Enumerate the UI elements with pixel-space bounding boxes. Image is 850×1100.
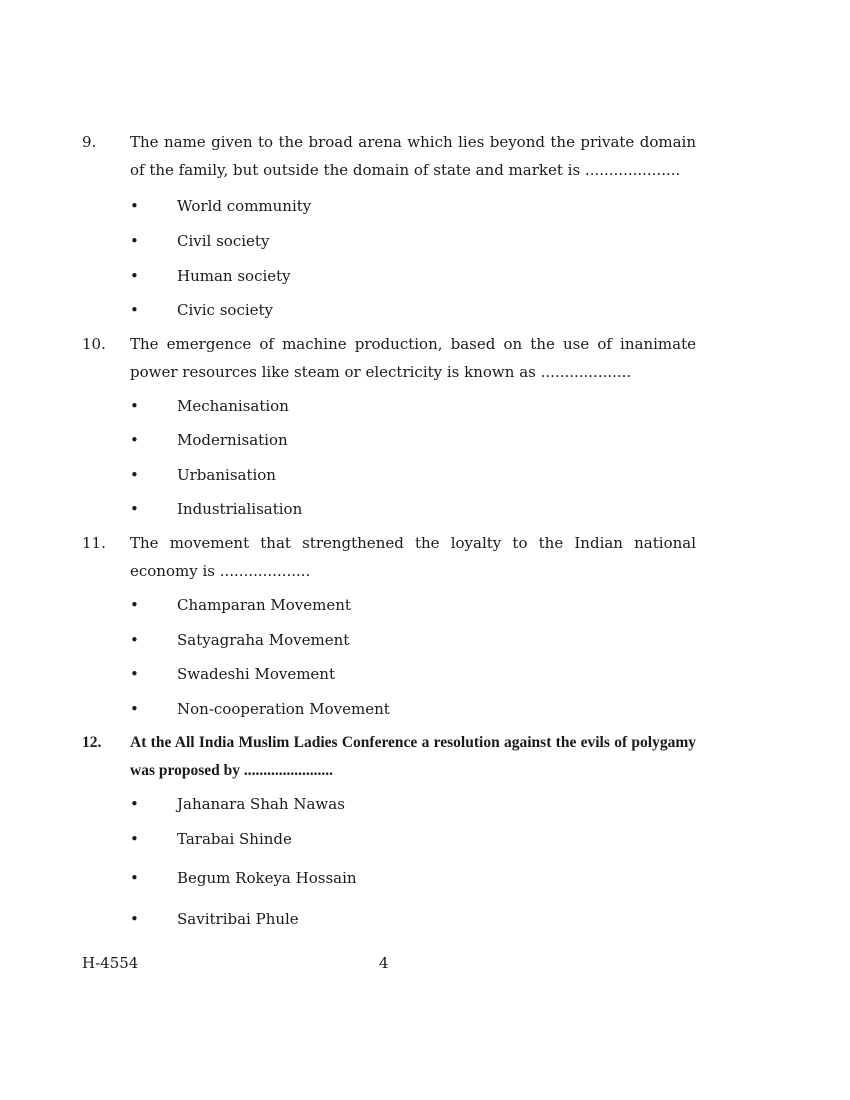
option-label: Human society: [177, 267, 291, 285]
option-label: Industrialisation: [177, 500, 303, 518]
option-9-a: [0, 194, 850, 218]
option-11-d: [0, 697, 850, 721]
option-label: Savitribai Phule: [177, 910, 299, 928]
page-number: 4: [379, 954, 389, 972]
bullet-icon: •: [130, 197, 139, 215]
bullet-icon: •: [130, 665, 139, 683]
bullet-icon: •: [130, 910, 139, 928]
bullet-icon: •: [130, 869, 139, 887]
option-9-c: [0, 264, 850, 288]
bullet-icon: •: [130, 232, 139, 250]
option-11-a: [0, 593, 850, 617]
option-12-a: [0, 792, 850, 816]
option-10-b: [0, 428, 850, 452]
question-number: 11.: [82, 534, 106, 552]
bullet-icon: •: [130, 596, 139, 614]
bullet-icon: •: [130, 500, 139, 518]
option-10-d: [0, 497, 850, 521]
bullet-icon: •: [130, 397, 139, 415]
bullet-icon: •: [130, 830, 139, 848]
option-label: Swadeshi Movement: [177, 665, 335, 683]
option-12-d: [0, 907, 850, 931]
option-9-b: [0, 229, 850, 253]
question-number: 12.: [82, 734, 102, 751]
question-text: The movement that strengthened the loyalty to the Indian national economy is ...................: [130, 534, 696, 580]
question-number: 9.: [82, 133, 97, 151]
option-label: Mechanisation: [177, 397, 289, 415]
question-text: At the All India Muslim Ladies Conference a resolution against the evils of polygamy was proposed by .......................: [130, 734, 696, 779]
option-label: Champaran Movement: [177, 596, 351, 614]
bullet-icon: •: [130, 631, 139, 649]
bullet-icon: •: [130, 795, 139, 813]
option-10-c: [0, 463, 850, 487]
option-label: Non-cooperation Movement: [177, 700, 390, 718]
option-label: Civic society: [177, 301, 274, 319]
question-text: The name given to the broad arena which lies beyond the private domain of the family, but outside the domain of state and market is ....................: [130, 133, 696, 179]
option-12-c: [0, 866, 850, 890]
option-12-b: [0, 827, 850, 851]
bullet-icon: •: [130, 431, 139, 449]
option-label: Jahanara Shah Nawas: [177, 795, 345, 813]
bullet-icon: •: [130, 301, 139, 319]
option-11-c: [0, 662, 850, 686]
option-10-a: [0, 394, 850, 418]
paper-code: H-4554: [82, 954, 139, 972]
bullet-icon: •: [130, 700, 139, 718]
option-9-d: [0, 298, 850, 322]
option-label: Urbanisation: [177, 466, 276, 484]
option-label: Tarabai Shinde: [177, 830, 292, 848]
bullet-icon: •: [130, 466, 139, 484]
question-text: The emergence of machine production, based on the use of inanimate power resources like steam or electricity is known as ...................: [130, 335, 696, 381]
option-label: Begum Rokeya Hossain: [177, 869, 357, 887]
question-number: 10.: [82, 335, 106, 353]
option-label: Modernisation: [177, 431, 288, 449]
bullet-icon: •: [130, 267, 139, 285]
option-label: Satyagraha Movement: [177, 631, 350, 649]
option-11-b: [0, 628, 850, 652]
option-label: World community: [177, 197, 312, 215]
option-label: Civil society: [177, 232, 270, 250]
